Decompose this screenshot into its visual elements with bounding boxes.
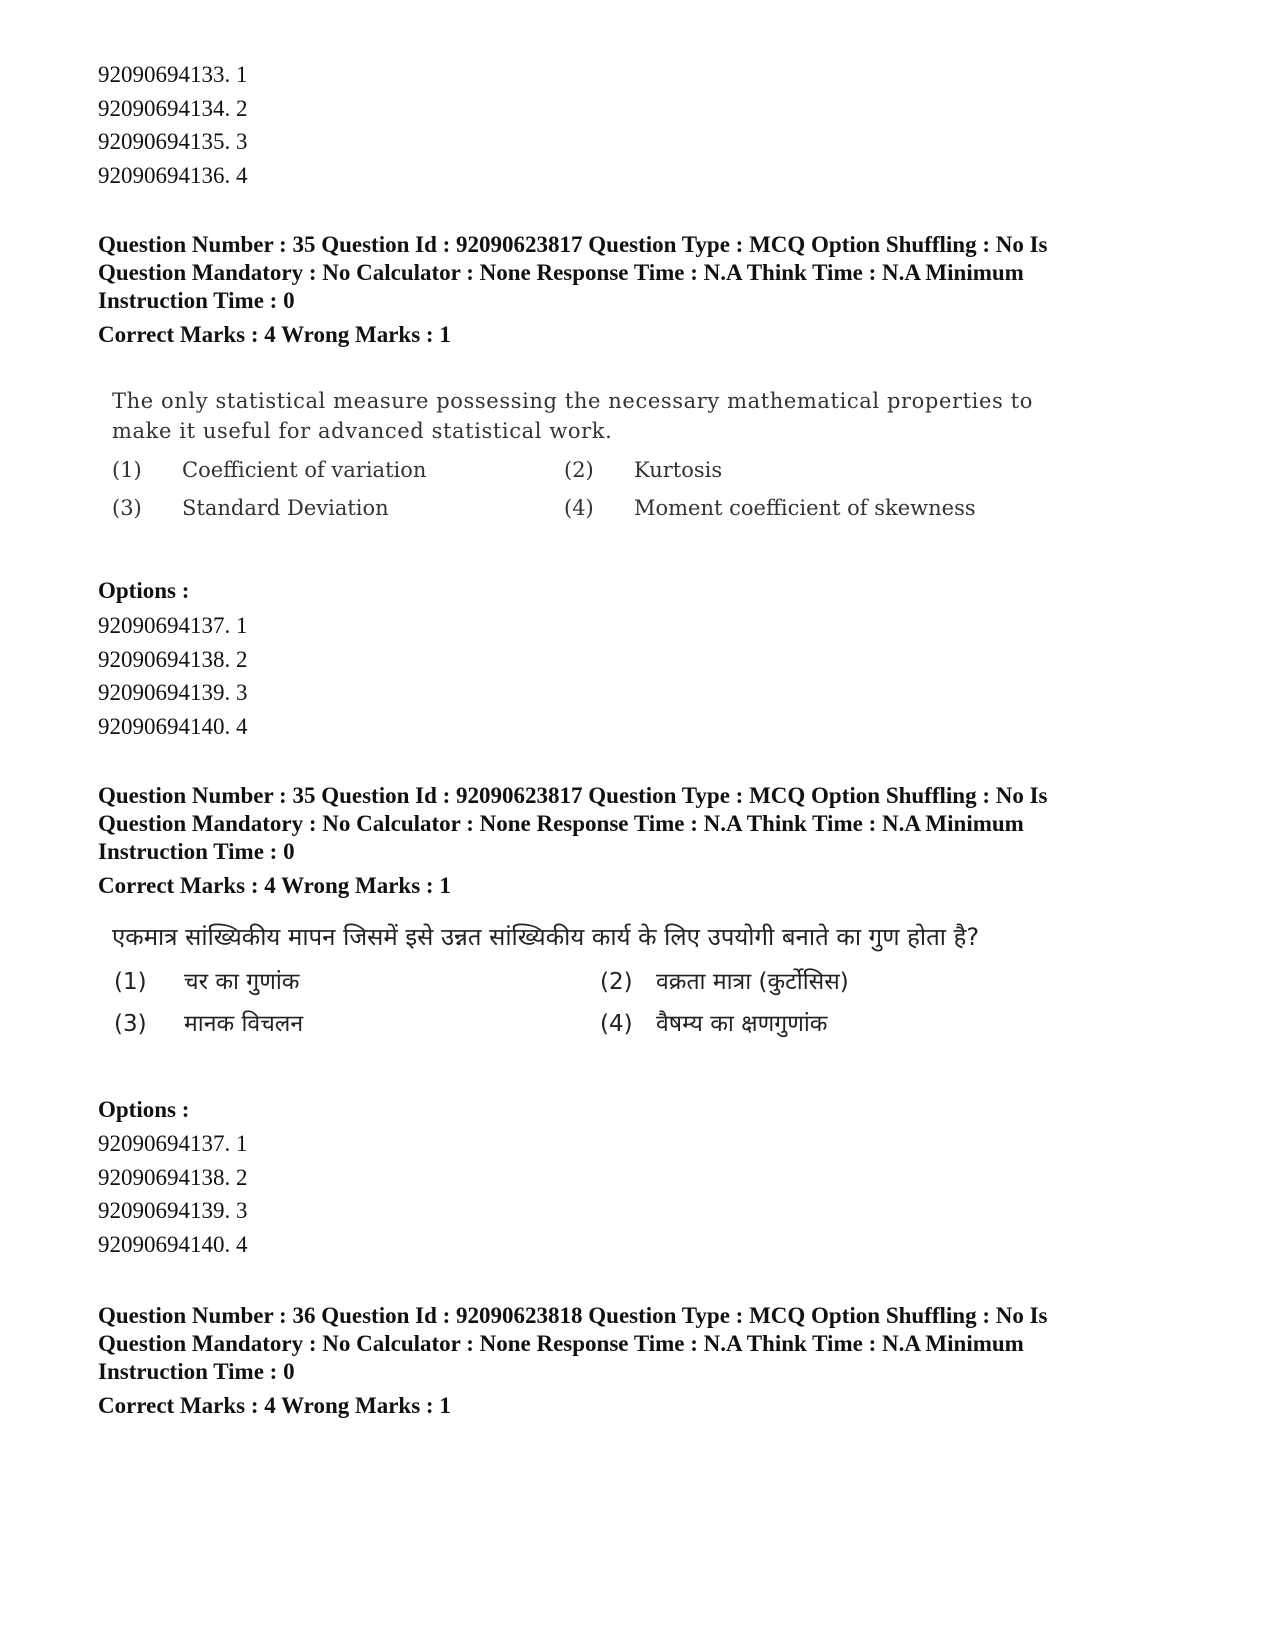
options-label: Options : <box>98 1097 190 1122</box>
option-id: 92090694136. 4 <box>98 162 248 188</box>
option-id: 92090694137. 1 <box>98 1131 248 1156</box>
prev-question-options <box>98 58 248 192</box>
choice-number: (2) <box>600 969 633 995</box>
choice-text: Kurtosis <box>634 458 723 482</box>
stem-line: The only statistical measure possessing the necessary mathematical properties to <box>112 389 1033 413</box>
option-id: 92090694137. 1 <box>98 613 248 638</box>
choice-text: Moment coefficient of skewness <box>634 496 976 520</box>
option-id: 92090694139. 3 <box>98 680 248 705</box>
question-35-en-options <box>98 609 248 743</box>
choice-2 <box>600 964 849 996</box>
header-line: Question Number : 35 Question Id : 92090623817 Question Type : MCQ Option Shuffling : No Is <box>98 232 1048 257</box>
option-id: 92090694138. 2 <box>98 646 248 672</box>
choice-4 <box>564 496 976 520</box>
option-id: 92090694140. 4 <box>98 1231 248 1257</box>
header-line: Instruction Time : 0 <box>98 288 295 313</box>
choice-number: (4) <box>600 1011 633 1037</box>
header-line: Instruction Time : 0 <box>98 839 295 864</box>
header-line: Question Number : 35 Question Id : 92090623817 Question Type : MCQ Option Shuffling : No Is <box>98 783 1048 808</box>
choice-number: (1) <box>112 458 142 482</box>
question-36-header <box>98 1302 1198 1420</box>
option-id: 92090694140. 4 <box>98 713 248 739</box>
option-id: 92090694134. 2 <box>98 95 248 121</box>
options-label: Options : <box>98 578 190 603</box>
choice-text: Coefficient of variation <box>182 458 427 482</box>
question-35-hi-header <box>98 782 1198 900</box>
question-35-en-body <box>112 386 1072 538</box>
choice-text: वक्रता मात्रा (कुर्टोसिस) <box>656 969 849 995</box>
option-id: 92090694135. 3 <box>98 129 248 154</box>
choice-number: (2) <box>564 458 594 482</box>
header-line: Instruction Time : 0 <box>98 1359 295 1384</box>
header-line: Question Mandatory : No Calculator : None Response Time : N.A Think Time : N.A Minimum <box>98 260 1024 285</box>
choice-text: Standard Deviation <box>182 496 389 520</box>
question-stem <box>112 386 1072 446</box>
choice-4 <box>600 1006 827 1038</box>
question-35-en-header <box>98 231 1198 349</box>
choice-number: (1) <box>114 969 147 995</box>
option-id: 92090694138. 2 <box>98 1164 248 1190</box>
choice-1 <box>112 458 426 482</box>
choice-text: वैषम्य का क्षणगुणांक <box>656 1011 828 1037</box>
choice-number: (3) <box>114 1011 147 1037</box>
choice-number: (3) <box>112 496 142 520</box>
choice-list <box>112 964 1072 1044</box>
choice-number: (4) <box>564 496 594 520</box>
stem-line: make it useful for advanced statistical work. <box>112 419 613 443</box>
option-id: 92090694139. 3 <box>98 1198 248 1223</box>
choice-text: चर का गुणांक <box>184 969 300 995</box>
choice-2 <box>564 458 722 482</box>
question-35-hi-body <box>112 922 1072 1044</box>
marks-line: Correct Marks : 4 Wrong Marks : 1 <box>98 1393 451 1418</box>
choice-1 <box>114 964 299 996</box>
choice-3 <box>114 1006 303 1038</box>
choice-3 <box>112 496 389 520</box>
question-35-hi-options <box>98 1127 248 1261</box>
marks-line: Correct Marks : 4 Wrong Marks : 1 <box>98 873 451 898</box>
choice-text: मानक विचलन <box>184 1011 304 1037</box>
option-id: 92090694133. 1 <box>98 62 248 87</box>
question-stem: एकमात्र सांख्यिकीय मापन जिसमें इसे उन्नत सांख्यिकीय कार्य के लिए उपयोगी बनाते का गुण होता है? <box>112 923 980 951</box>
marks-line: Correct Marks : 4 Wrong Marks : 1 <box>98 322 451 347</box>
header-line: Question Mandatory : No Calculator : None Response Time : N.A Think Time : N.A Minimum <box>98 1331 1024 1356</box>
header-line: Question Number : 36 Question Id : 92090623818 Question Type : MCQ Option Shuffling : No Is <box>98 1303 1048 1328</box>
choice-list <box>112 458 1072 538</box>
header-line: Question Mandatory : No Calculator : None Response Time : N.A Think Time : N.A Minimum <box>98 811 1024 836</box>
